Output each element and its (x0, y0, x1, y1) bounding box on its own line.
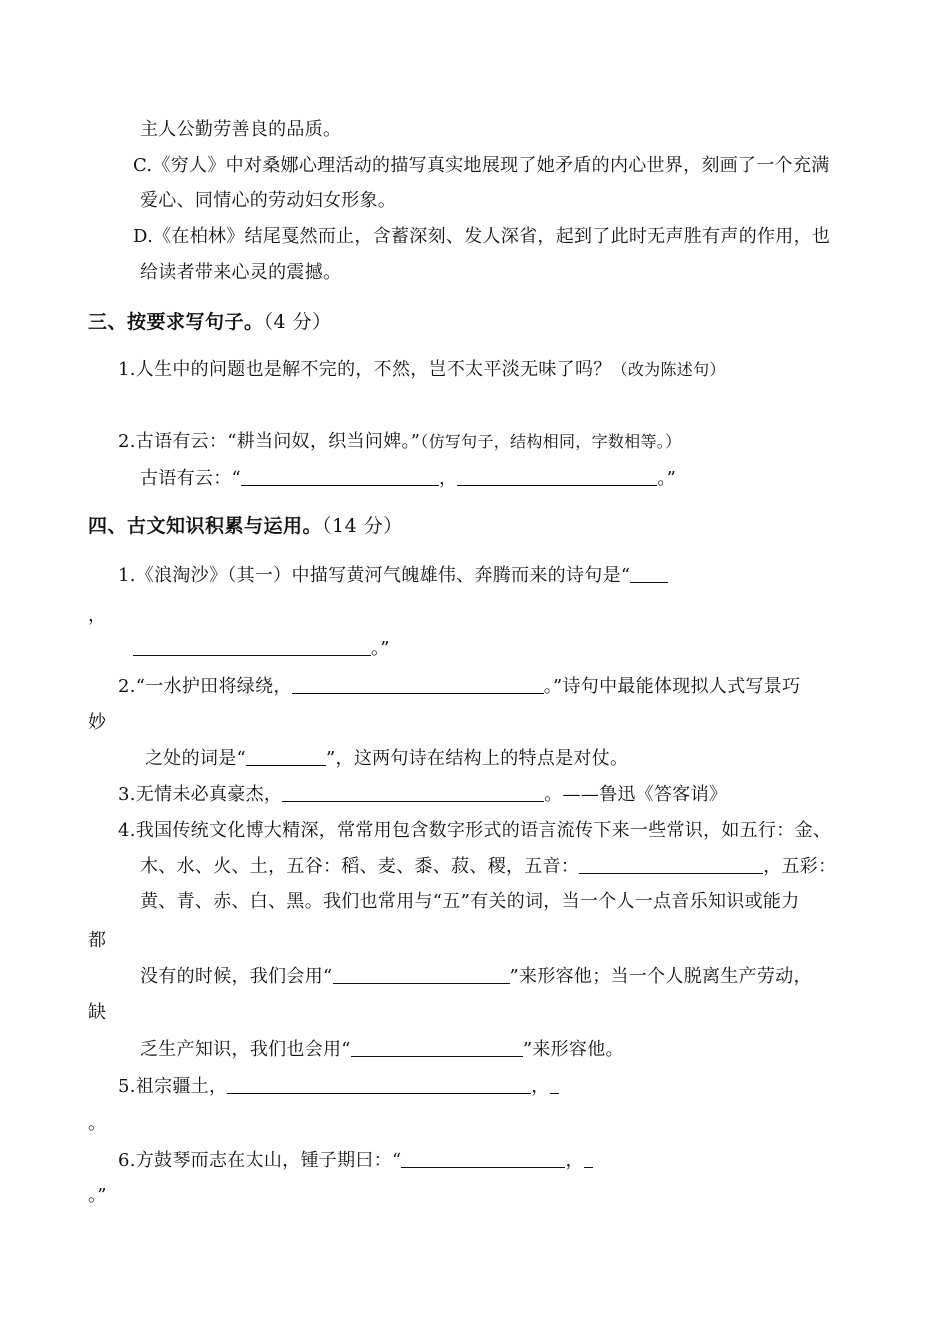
s4-q4-line-5 (140, 1038, 624, 1062)
s4-q2-blank-2[interactable] (246, 747, 326, 766)
s4-q3-text: 3.无情未必真豪杰， (118, 784, 283, 805)
s4-q6-wrap: 。” (88, 1185, 107, 1206)
s4-q1-text: 1.《浪淘沙》（其一）中描写黄河气魄雄伟、奔腾而来的诗句是“ (118, 565, 631, 586)
section-3-points: （4 分） (263, 311, 332, 333)
s4-q2-text: 2.“一水护田将绿绕， (118, 676, 292, 697)
s4-q4-line2b: ，五彩： (763, 856, 837, 877)
s4-q5-wrap: 。 (88, 1113, 107, 1134)
s4-q4-line2a: 木、水、火、土，五谷：稻、麦、黍、菽、稷，五音： (140, 856, 580, 877)
s4-q4-line5b: ”来形容他。 (522, 1039, 624, 1060)
s4-q2-line2a: 之处的词是“ (145, 748, 247, 769)
s3-q2-answer-line (140, 467, 676, 491)
s4-question-2 (118, 675, 800, 699)
s4-q5-comma: ， (531, 1076, 550, 1097)
s4-q6-blank-1[interactable] (401, 1149, 565, 1168)
section-4-points: （14 分） (322, 515, 403, 537)
option-b-continuation: 主人公勤劳善良的品质。 (140, 119, 342, 140)
s4-q2-wrap: 妙 (88, 712, 107, 733)
option-c-line-2: 爱心、同情心的劳动妇女形象。 (140, 190, 397, 211)
s3-q2-blank-1[interactable] (241, 467, 439, 486)
s4-q2-line-2 (145, 747, 628, 771)
section-3-title: 三、按要求写句子。 (88, 311, 264, 333)
s4-question-5 (118, 1075, 559, 1099)
s3-q2-instruction: （仿写句子，结构相同，字数相等。） (420, 432, 682, 451)
option-d-line-2: 给读者带来心灵的震撼。 (140, 262, 342, 283)
s4-q4-blank-1[interactable] (579, 855, 763, 874)
s4-question-1 (118, 564, 668, 588)
s4-q1-wrap: ， (88, 605, 107, 626)
s4-q4-line-1: 4.我国传统文化博大精深，常常用包含数字形式的语言流传下来一些常识，如五行：金、 (118, 820, 832, 841)
s4-q4-line4b: ”来形容他；当一个人脱离生产劳动， (509, 966, 812, 987)
section-4-heading (88, 513, 403, 539)
s3-q1-text: 1.人生中的问题也是解不完的，不然，岂不太平淡无味了吗？ (118, 359, 612, 380)
s4-q4-wrap-2: 缺 (88, 1002, 107, 1023)
s4-q4-wrap-1: 都 (88, 930, 107, 951)
s3-q2-prefix: 古语有云：“ (140, 468, 242, 489)
s3-q2-blank-2[interactable] (457, 467, 657, 486)
s4-q2-blank-1[interactable] (292, 675, 544, 694)
s4-question-3 (118, 783, 727, 807)
s4-q4-line5a: 乏生产知识，我们也会用“ (140, 1039, 351, 1060)
s3-q2-comma: ， (439, 468, 458, 489)
s4-q5-text: 5.祖宗疆土， (118, 1076, 228, 1097)
s4-q3-blank[interactable] (282, 783, 544, 802)
s4-q4-blank-2[interactable] (333, 965, 510, 984)
s4-q6-text: 6.方鼓琴而志在太山，锺子期曰：“ (118, 1150, 402, 1171)
section-4-title: 四、古文知识积累与运用。 (88, 515, 323, 537)
s4-q6-blank-2[interactable] (584, 1149, 593, 1168)
s3-question-1 (118, 358, 726, 382)
section-3-heading (88, 309, 332, 335)
s4-q2-line2b: ”，这两句诗在结构上的特点是对仗。 (326, 748, 629, 769)
s4-q5-blank-1[interactable] (227, 1075, 531, 1094)
s4-q3-end: 。——鲁迅《答客诮》 (544, 784, 728, 805)
s3-q2-text: 2.古语有云：“耕当问奴，织当问婢。” (118, 431, 421, 452)
s3-q2-end: 。” (657, 468, 677, 489)
s4-q6-comma: ， (565, 1150, 584, 1171)
option-c-line-1: C.《穷人》中对桑娜心理活动的描写真实地展现了她矛盾的内心世界，刻画了一个充满 (133, 155, 830, 176)
s4-question-6 (118, 1149, 593, 1173)
s4-q1-blank-1[interactable] (630, 564, 668, 583)
s4-q5-blank-2[interactable] (550, 1075, 559, 1094)
s4-q1-end: 。” (371, 638, 390, 659)
s4-q1-blank-2[interactable] (133, 637, 371, 656)
s3-q1-instruction: （改为陈述句） (611, 360, 726, 379)
s4-q2-mid: 。”诗句中最能体现拟人式写景巧 (543, 676, 801, 697)
s4-q4-line-4 (140, 965, 812, 989)
s3-question-2 (118, 430, 681, 454)
s4-q1-line-2 (133, 637, 390, 661)
s4-q4-line-2 (140, 855, 836, 879)
s4-q4-line-3: 黄、青、赤、白、黑。我们也常用与“五”有关的词，当一个人一点音乐知识或能力 (140, 891, 800, 912)
s4-q4-blank-3[interactable] (351, 1038, 523, 1057)
option-d-line-1: D.《在柏林》结尾戛然而止，含蓄深刻、发人深省，起到了此时无声胜有声的作用，也 (133, 226, 831, 247)
s4-q4-line4a: 没有的时候，我们会用“ (140, 966, 333, 987)
